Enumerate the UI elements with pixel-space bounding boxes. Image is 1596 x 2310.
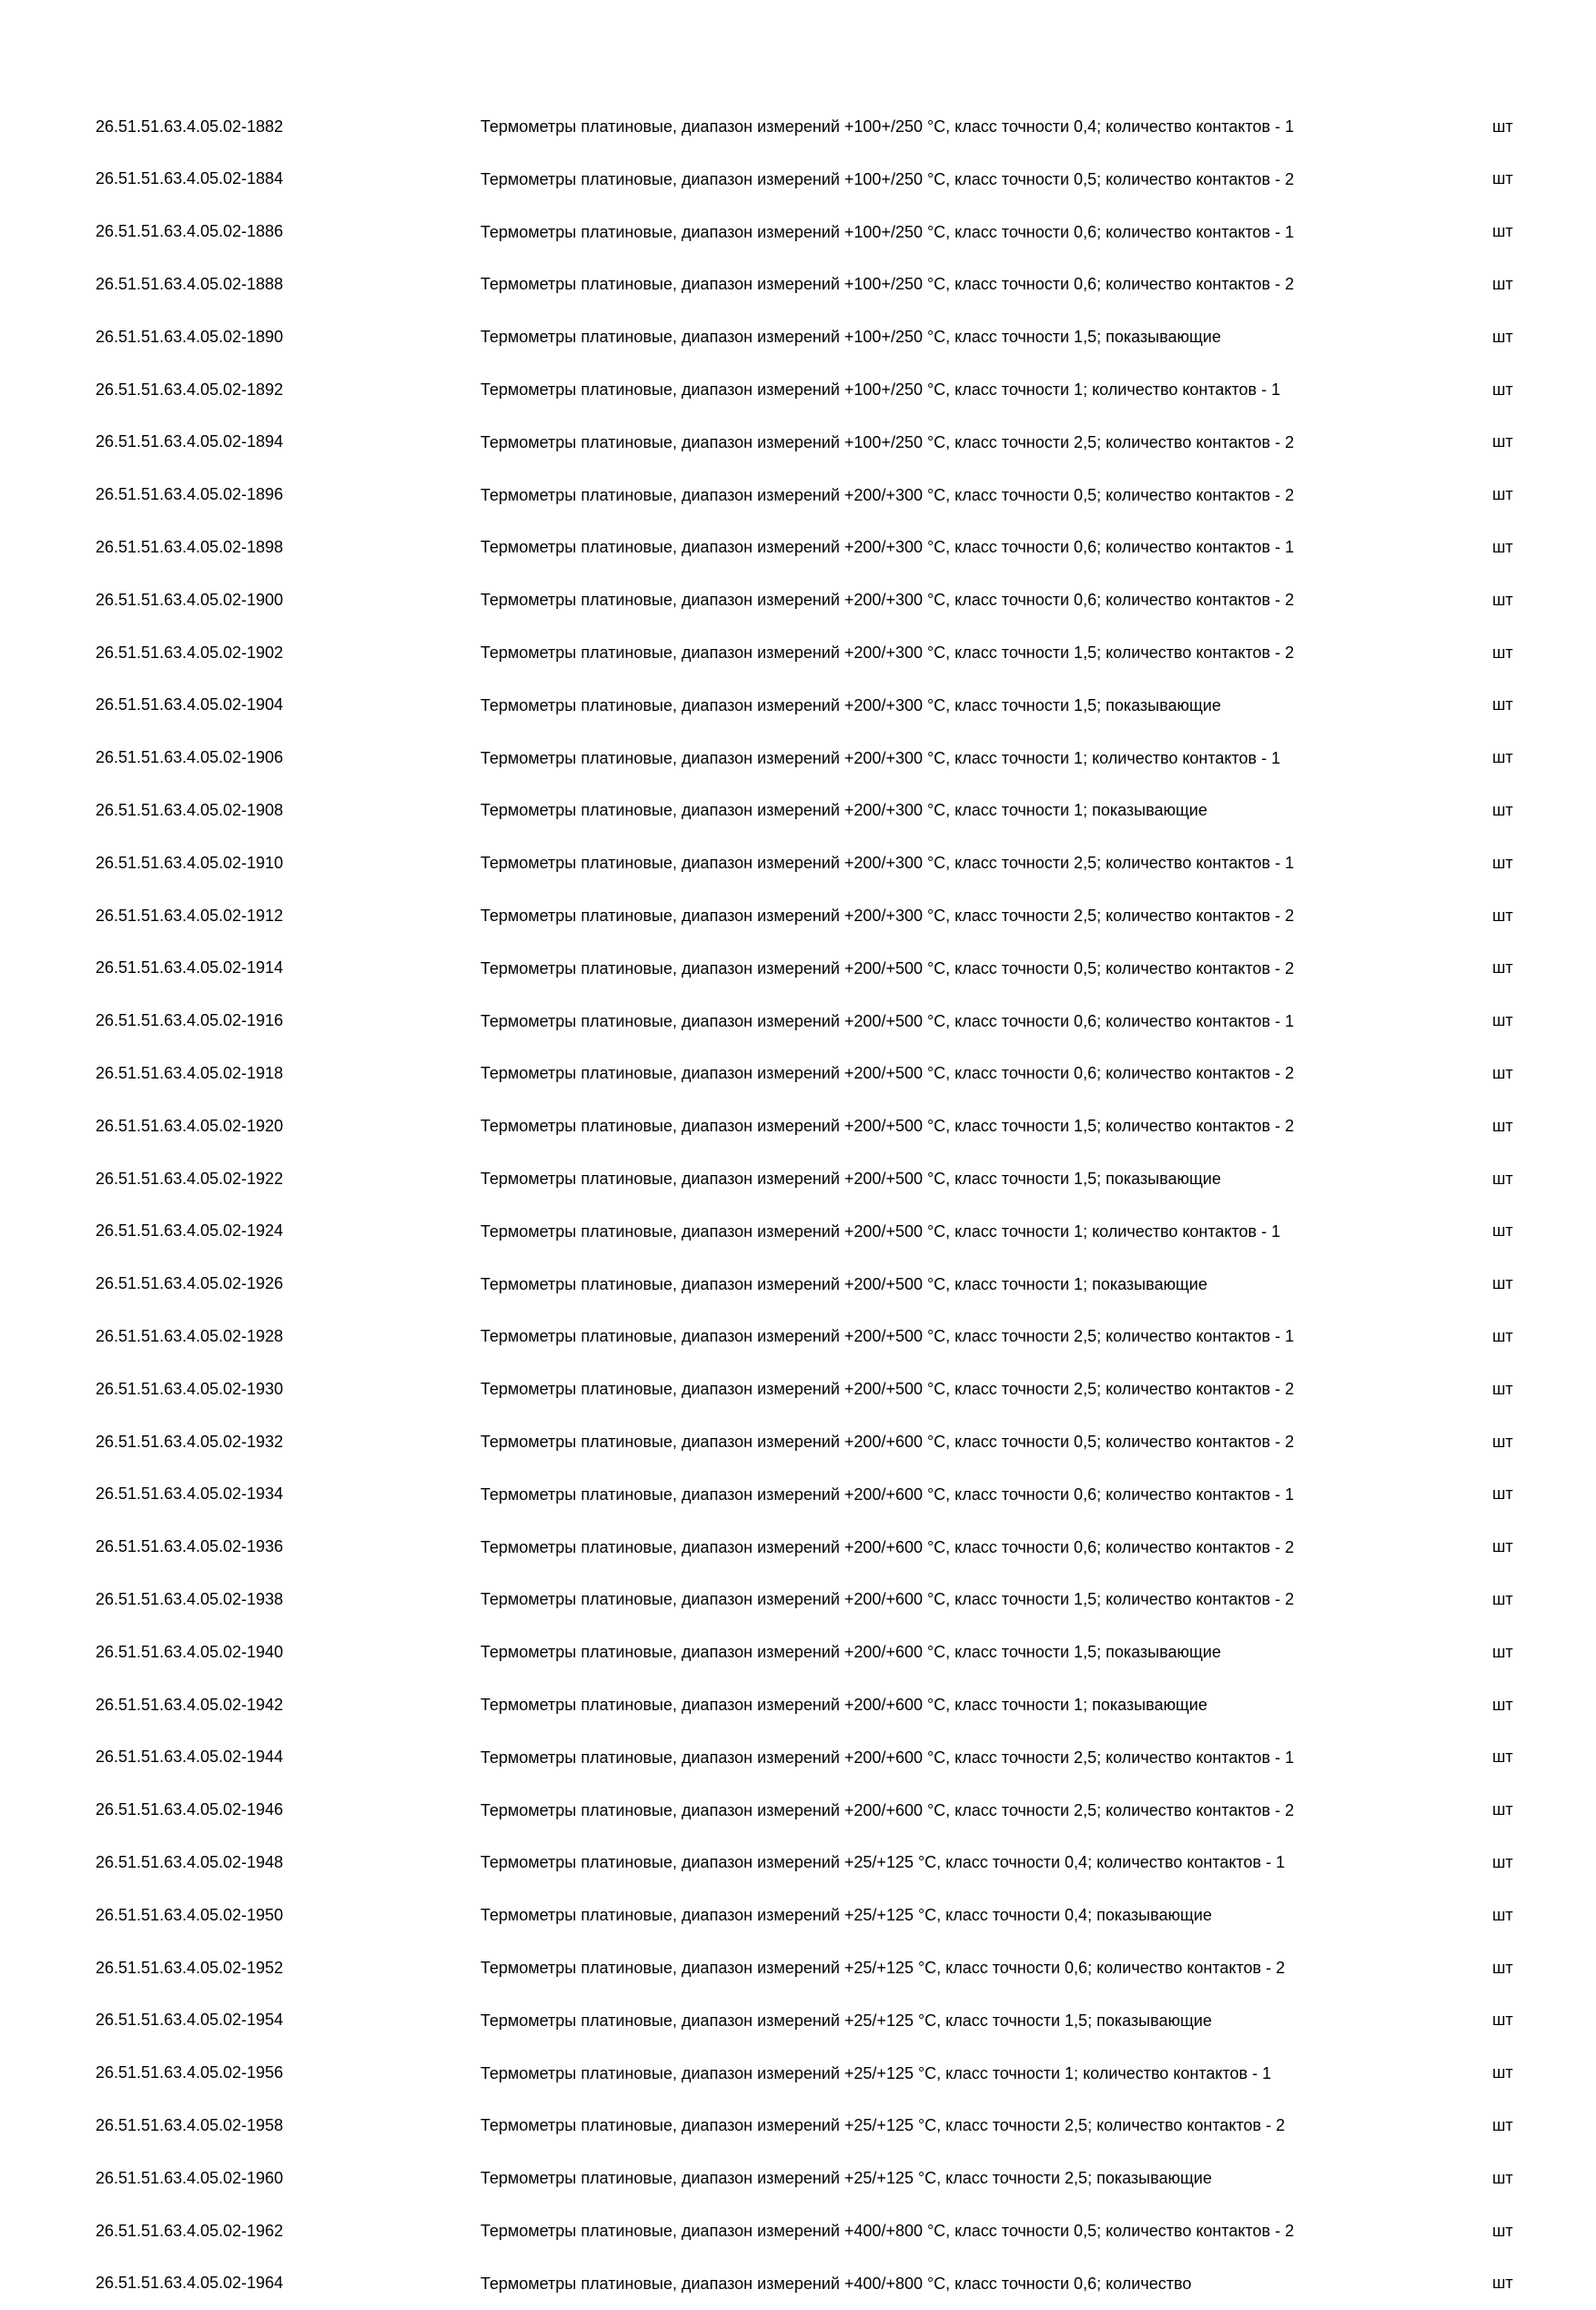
table-row bbox=[0, 153, 1596, 206]
item-code: 26.51.51.63.4.05.02-1952 bbox=[96, 1958, 284, 1977]
item-description: Термометры платиновые, диапазон измерений +200/+600 °С, класс точности 1; показывающие bbox=[480, 1696, 1207, 1714]
item-code: 26.51.51.63.4.05.02-1914 bbox=[96, 958, 284, 978]
item-code: 26.51.51.63.4.05.02-1908 bbox=[96, 800, 284, 819]
item-description: Термометры платиновые, диапазон измерений +400/+800 °С, класс точности 0,5; количество контактов - 2 bbox=[480, 2222, 1295, 2240]
item-code: 26.51.51.63.4.05.02-1888 bbox=[96, 274, 284, 293]
item-description: Термометры платиновые, диапазон измерений +25/+125 °С, класс точности 0,6; количество контактов - 2 bbox=[480, 1959, 1286, 1977]
item-description: Термометры платиновые, диапазон измерений +200/+600 °С, класс точности 2,5; количество контактов - 1 bbox=[480, 1748, 1295, 1767]
table-row bbox=[0, 995, 1596, 1048]
item-description: Термометры платиновые, диапазон измерений +200/+600 °С, класс точности 1,5; показывающие bbox=[480, 1643, 1221, 1662]
item-code: 26.51.51.63.4.05.02-1954 bbox=[96, 2011, 284, 2030]
item-description: Термометры платиновые, диапазон измерений +100+/250 °С, класс точности 0,6; количество контактов - 2 bbox=[480, 275, 1295, 294]
table-row bbox=[0, 1573, 1596, 1626]
table-row bbox=[0, 836, 1596, 889]
table-row bbox=[0, 1889, 1596, 1941]
table-row bbox=[0, 1731, 1596, 1784]
item-unit: шт bbox=[1492, 1011, 1513, 1030]
table-row bbox=[0, 942, 1596, 995]
item-description: Термометры платиновые, диапазон измерений +200/+500 °С, класс точности 2,5; количество контактов - 2 bbox=[480, 1380, 1295, 1399]
item-code: 26.51.51.63.4.05.02-1902 bbox=[96, 643, 284, 662]
item-unit: шт bbox=[1492, 485, 1513, 504]
item-unit: шт bbox=[1492, 1589, 1513, 1608]
item-unit: шт bbox=[1492, 2221, 1513, 2240]
table-row bbox=[0, 521, 1596, 573]
table-row bbox=[0, 1310, 1596, 1363]
item-code: 26.51.51.63.4.05.02-1936 bbox=[96, 1537, 284, 1556]
item-code: 26.51.51.63.4.05.02-1940 bbox=[96, 1642, 284, 1661]
item-unit: шт bbox=[1492, 1274, 1513, 1293]
item-unit: шт bbox=[1492, 327, 1513, 346]
item-code: 26.51.51.63.4.05.02-1920 bbox=[96, 1116, 284, 1135]
item-description: Термометры платиновые, диапазон измерений +25/+125 °С, класс точности 2,5; показывающие bbox=[480, 2169, 1212, 2188]
item-code: 26.51.51.63.4.05.02-1938 bbox=[96, 1589, 284, 1608]
item-description: Термометры платиновые, диапазон измерений +100+/250 °С, класс точности 2,5; количество контактов - 2 bbox=[480, 432, 1295, 451]
item-unit: шт bbox=[1492, 274, 1513, 293]
table-row bbox=[0, 1784, 1596, 1837]
item-description: Термометры платиновые, диапазон измерений +200/+500 °С, класс точности 1; количество контактов - 1 bbox=[480, 1221, 1281, 1241]
item-code: 26.51.51.63.4.05.02-1922 bbox=[96, 1169, 284, 1188]
item-description: Термометры платиновые, диапазон измерений +400/+800 °С, класс точности 0,6; количество bbox=[480, 2274, 1192, 2293]
item-unit: шт bbox=[1492, 537, 1513, 556]
item-unit: шт bbox=[1492, 748, 1513, 767]
item-unit: шт bbox=[1492, 2274, 1513, 2293]
item-description: Термометры платиновые, диапазон измерений +200/+600 °С, класс точности 0,6; количество контактов - 2 bbox=[480, 1537, 1295, 1556]
item-code: 26.51.51.63.4.05.02-1934 bbox=[96, 1484, 284, 1504]
item-description: Термометры платиновые, диапазон измерений +100+/250 °С, класс точности 0,5; количество контактов - 2 bbox=[480, 169, 1295, 188]
item-unit: шт bbox=[1492, 590, 1513, 609]
item-code: 26.51.51.63.4.05.02-1928 bbox=[96, 1326, 284, 1345]
item-description: Термометры платиновые, диапазон измерений +200/+600 °С, класс точности 0,6; количество контактов - 1 bbox=[480, 1484, 1295, 1504]
table-row bbox=[0, 1047, 1596, 1099]
item-description: Термометры платиновые, диапазон измерений +200/+300 °С, класс точности 1; количество контактов - 1 bbox=[480, 748, 1281, 767]
table-row bbox=[0, 1941, 1596, 1994]
table-row bbox=[0, 2099, 1596, 2152]
table-row bbox=[0, 1836, 1596, 1889]
item-description: Термометры платиновые, диапазон измерений +25/+125 °С, класс точности 2,5; количество контактов - 2 bbox=[480, 2116, 1286, 2135]
item-code: 26.51.51.63.4.05.02-1918 bbox=[96, 1063, 284, 1082]
item-unit: шт bbox=[1492, 1432, 1513, 1451]
item-unit: шт bbox=[1492, 643, 1513, 662]
item-code: 26.51.51.63.4.05.02-1906 bbox=[96, 748, 284, 767]
table-row bbox=[0, 1099, 1596, 1152]
item-description: Термометры платиновые, диапазон измерений +200/+300 °С, класс точности 0,6; количество контактов - 2 bbox=[480, 591, 1295, 610]
item-unit: шт bbox=[1492, 1063, 1513, 1082]
item-code: 26.51.51.63.4.05.02-1912 bbox=[96, 906, 284, 925]
item-unit: шт bbox=[1492, 1800, 1513, 1819]
item-description: Термометры платиновые, диапазон измерений +200/+300 °С, класс точности 2,5; количество контактов - 1 bbox=[480, 854, 1295, 873]
table-row bbox=[0, 100, 1596, 153]
table-row bbox=[0, 206, 1596, 258]
item-code: 26.51.51.63.4.05.02-1960 bbox=[96, 2168, 284, 2187]
table-row bbox=[0, 2204, 1596, 2257]
item-unit: шт bbox=[1492, 380, 1513, 399]
item-description: Термометры платиновые, диапазон измерений +200/+500 °С, класс точности 1,5; показывающие bbox=[480, 1170, 1221, 1188]
table-row bbox=[0, 1205, 1596, 1258]
item-description: Термометры платиновые, диапазон измерений +200/+300 °С, класс точности 0,5; количество контактов - 2 bbox=[480, 485, 1295, 504]
table-row bbox=[0, 889, 1596, 942]
item-description: Термометры платиновые, диапазон измерений +100+/250 °С, класс точности 1; количество контактов - 1 bbox=[480, 380, 1281, 399]
table-row bbox=[0, 1415, 1596, 1468]
table-row bbox=[0, 1521, 1596, 1574]
table-row bbox=[0, 469, 1596, 522]
item-unit: шт bbox=[1492, 2168, 1513, 2187]
item-unit: шт bbox=[1492, 906, 1513, 925]
item-code: 26.51.51.63.4.05.02-1894 bbox=[96, 432, 284, 451]
item-code: 26.51.51.63.4.05.02-1882 bbox=[96, 117, 284, 136]
item-unit: шт bbox=[1492, 2063, 1513, 2082]
item-description: Термометры платиновые, диапазон измерений +200/+300 °С, класс точности 2,5; количество контактов - 2 bbox=[480, 907, 1295, 925]
item-code: 26.51.51.63.4.05.02-1892 bbox=[96, 380, 284, 399]
table-row bbox=[0, 1258, 1596, 1311]
item-unit: шт bbox=[1492, 2115, 1513, 2134]
item-description: Термометры платиновые, диапазон измерений +25/+125 °С, класс точности 1; количество контактов - 1 bbox=[480, 2063, 1272, 2082]
table-row bbox=[0, 573, 1596, 626]
item-description: Термометры платиновые, диапазон измерений +200/+500 °С, класс точности 1; показывающие bbox=[480, 1274, 1207, 1293]
item-code: 26.51.51.63.4.05.02-1956 bbox=[96, 2063, 284, 2082]
item-description: Термометры платиновые, диапазон измерений +200/+300 °С, класс точности 1; показывающие bbox=[480, 801, 1207, 820]
item-unit: шт bbox=[1492, 1116, 1513, 1135]
item-unit: шт bbox=[1492, 1537, 1513, 1556]
item-unit: шт bbox=[1492, 2011, 1513, 2030]
table-row bbox=[0, 1626, 1596, 1678]
item-description: Термометры платиновые, диапазон измерений +100+/250 °С, класс точности 0,4; количество контактов - 1 bbox=[480, 117, 1295, 136]
table-row bbox=[0, 626, 1596, 679]
item-unit: шт bbox=[1492, 853, 1513, 872]
item-description: Термометры платиновые, диапазон измерений +25/+125 °С, класс точности 1,5; показывающие bbox=[480, 2011, 1212, 2030]
item-unit: шт bbox=[1492, 958, 1513, 978]
item-description: Термометры платиновые, диапазон измерений +25/+125 °С, класс точности 0,4; показывающие bbox=[480, 1906, 1212, 1925]
table-row bbox=[0, 1678, 1596, 1731]
item-description: Термометры платиновые, диапазон измерений +200/+500 °С, класс точности 0,5; количество контактов - 2 bbox=[480, 958, 1295, 978]
item-code: 26.51.51.63.4.05.02-1962 bbox=[96, 2221, 284, 2240]
item-unit: шт bbox=[1492, 1695, 1513, 1714]
item-code: 26.51.51.63.4.05.02-1884 bbox=[96, 169, 284, 188]
table-row bbox=[0, 1152, 1596, 1205]
item-unit: шт bbox=[1492, 1379, 1513, 1398]
item-description: Термометры платиновые, диапазон измерений +200/+300 °С, класс точности 0,6; количество контактов - 1 bbox=[480, 538, 1295, 557]
table-row bbox=[0, 1363, 1596, 1415]
item-code: 26.51.51.63.4.05.02-1916 bbox=[96, 1011, 284, 1030]
item-unit: шт bbox=[1492, 1958, 1513, 1977]
item-unit: шт bbox=[1492, 1484, 1513, 1504]
item-description: Термометры платиновые, диапазон измерений +200/+500 °С, класс точности 0,6; количество контактов - 1 bbox=[480, 1011, 1295, 1030]
item-code: 26.51.51.63.4.05.02-1910 bbox=[96, 853, 284, 872]
item-code: 26.51.51.63.4.05.02-1964 bbox=[96, 2274, 284, 2293]
item-description: Термометры платиновые, диапазон измерений +200/+300 °С, класс точности 1,5; показывающие bbox=[480, 695, 1221, 714]
item-description: Термометры платиновые, диапазон измерений +200/+600 °С, класс точности 0,5; количество контактов - 2 bbox=[480, 1433, 1295, 1451]
item-code: 26.51.51.63.4.05.02-1944 bbox=[96, 1748, 284, 1767]
table-row bbox=[0, 2047, 1596, 2100]
item-unit: шт bbox=[1492, 117, 1513, 136]
item-code: 26.51.51.63.4.05.02-1930 bbox=[96, 1379, 284, 1398]
item-description: Термометры платиновые, диапазон измерений +200/+600 °С, класс точности 1,5; количество контактов - 2 bbox=[480, 1590, 1295, 1609]
item-unit: шт bbox=[1492, 1748, 1513, 1767]
item-unit: шт bbox=[1492, 1642, 1513, 1661]
item-code: 26.51.51.63.4.05.02-1898 bbox=[96, 537, 284, 556]
item-code: 26.51.51.63.4.05.02-1926 bbox=[96, 1274, 284, 1293]
item-unit: шт bbox=[1492, 1852, 1513, 1871]
table-row bbox=[0, 1468, 1596, 1521]
item-code: 26.51.51.63.4.05.02-1904 bbox=[96, 695, 284, 714]
table-row bbox=[0, 784, 1596, 836]
item-code: 26.51.51.63.4.05.02-1890 bbox=[96, 327, 284, 346]
item-unit: шт bbox=[1492, 1169, 1513, 1188]
item-unit: шт bbox=[1492, 222, 1513, 241]
item-description: Термометры платиновые, диапазон измерений +200/+500 °С, класс точности 2,5; количество контактов - 1 bbox=[480, 1327, 1295, 1346]
table-row bbox=[0, 679, 1596, 732]
item-description: Термометры платиновые, диапазон измерений +200/+300 °С, класс точности 1,5; количество контактов - 2 bbox=[480, 643, 1295, 662]
table-row bbox=[0, 2152, 1596, 2204]
item-code: 26.51.51.63.4.05.02-1958 bbox=[96, 2115, 284, 2134]
table-row bbox=[0, 1994, 1596, 2047]
item-unit: шт bbox=[1492, 169, 1513, 188]
item-description: Термометры платиновые, диапазон измерений +100+/250 °С, класс точности 0,6; количество контактов - 1 bbox=[480, 222, 1295, 241]
item-unit: шт bbox=[1492, 1905, 1513, 1924]
item-unit: шт bbox=[1492, 432, 1513, 451]
table-row bbox=[0, 732, 1596, 785]
item-code: 26.51.51.63.4.05.02-1932 bbox=[96, 1432, 284, 1451]
item-code: 26.51.51.63.4.05.02-1946 bbox=[96, 1800, 284, 1819]
item-unit: шт bbox=[1492, 1221, 1513, 1241]
item-code: 26.51.51.63.4.05.02-1886 bbox=[96, 222, 284, 241]
item-code: 26.51.51.63.4.05.02-1900 bbox=[96, 590, 284, 609]
item-code: 26.51.51.63.4.05.02-1942 bbox=[96, 1695, 284, 1714]
item-unit: шт bbox=[1492, 1326, 1513, 1345]
item-description: Термометры платиновые, диапазон измерений +200/+500 °С, класс точности 1,5; количество контактов - 2 bbox=[480, 1117, 1295, 1136]
item-description: Термометры платиновые, диапазон измерений +25/+125 °С, класс точности 0,4; количество контактов - 1 bbox=[480, 1853, 1286, 1872]
item-code: 26.51.51.63.4.05.02-1950 bbox=[96, 1905, 284, 1924]
table-row bbox=[0, 310, 1596, 363]
item-unit: шт bbox=[1492, 800, 1513, 819]
item-unit: шт bbox=[1492, 695, 1513, 714]
item-code: 26.51.51.63.4.05.02-1924 bbox=[96, 1221, 284, 1241]
item-description: Термометры платиновые, диапазон измерений +200/+600 °С, класс точности 2,5; количество контактов - 2 bbox=[480, 1800, 1295, 1819]
item-code: 26.51.51.63.4.05.02-1896 bbox=[96, 485, 284, 504]
table-row bbox=[0, 2257, 1596, 2310]
table-row bbox=[0, 258, 1596, 310]
table-row bbox=[0, 416, 1596, 469]
item-description: Термометры платиновые, диапазон измерений +100+/250 °С, класс точности 1,5; показывающие bbox=[480, 328, 1221, 347]
table-row bbox=[0, 363, 1596, 416]
item-code: 26.51.51.63.4.05.02-1948 bbox=[96, 1852, 284, 1871]
item-description: Термометры платиновые, диапазон измерений +200/+500 °С, класс точности 0,6; количество контактов - 2 bbox=[480, 1064, 1295, 1083]
